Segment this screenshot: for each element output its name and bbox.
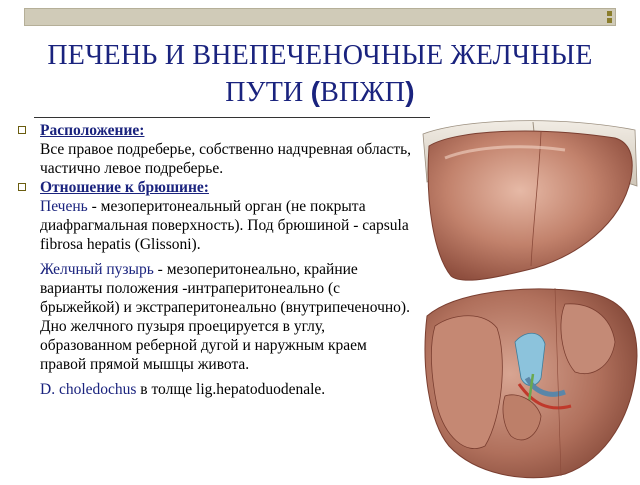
liver-illustration-svg (415, 116, 640, 480)
slide-title (30, 38, 610, 111)
bullet-peritoneum (18, 178, 413, 197)
duct-term: D. choledochus (40, 381, 137, 398)
liver-anatomy-illustration (415, 116, 640, 480)
title-abbreviation: ВПЖП (320, 77, 406, 108)
top-decor-bar (24, 8, 616, 26)
gallbladder-text: - мезоперитонеально, крайние варианты положения -интраперитонеально (с брыжейкой) и экстраперитонеально (внутрипеченочно). Дно желчного пузыря проецируется в углу, образованном реберной дугой и наружным краем правой прямой мышцы живота. (40, 261, 410, 373)
title-paren-open: ( (310, 76, 321, 107)
slide-body (18, 121, 413, 399)
title-paren-close: ) (405, 76, 415, 107)
bullet-square-icon (18, 126, 26, 134)
decor-square (607, 11, 612, 16)
duct-text: в толще lig.hepatoduodenale. (136, 381, 326, 398)
duct-paragraph (18, 380, 413, 399)
liver-term: Печень (40, 198, 88, 215)
location-text: Все правое подреберье, собственно надчревная область, частично левое подреберье. (40, 141, 412, 177)
liver-paragraph (18, 197, 413, 254)
peritoneum-heading: Отношение к брюшине: (40, 179, 209, 196)
decor-square (607, 18, 612, 23)
bullet-location (18, 121, 413, 140)
bullet-square-icon (18, 183, 26, 191)
title-divider (34, 117, 430, 118)
gallbladder-term: Желчный пузырь (40, 261, 154, 278)
title-line-1: ПЕЧЕНЬ И ВНЕПЕЧЕНОЧНЫЕ ЖЕЛЧНЫЕ (47, 40, 593, 71)
title-line-2 (30, 74, 610, 111)
gallbladder-paragraph (18, 260, 413, 374)
title-line-2-text: ПУТИ (225, 77, 311, 108)
liver-text: - мезоперитонеальный орган (не покрыта диафрагмальная поверхность). Под брюшиной - capsula fibrosa hepatis (Glissoni). (40, 198, 409, 253)
location-heading: Расположение: (40, 122, 145, 139)
